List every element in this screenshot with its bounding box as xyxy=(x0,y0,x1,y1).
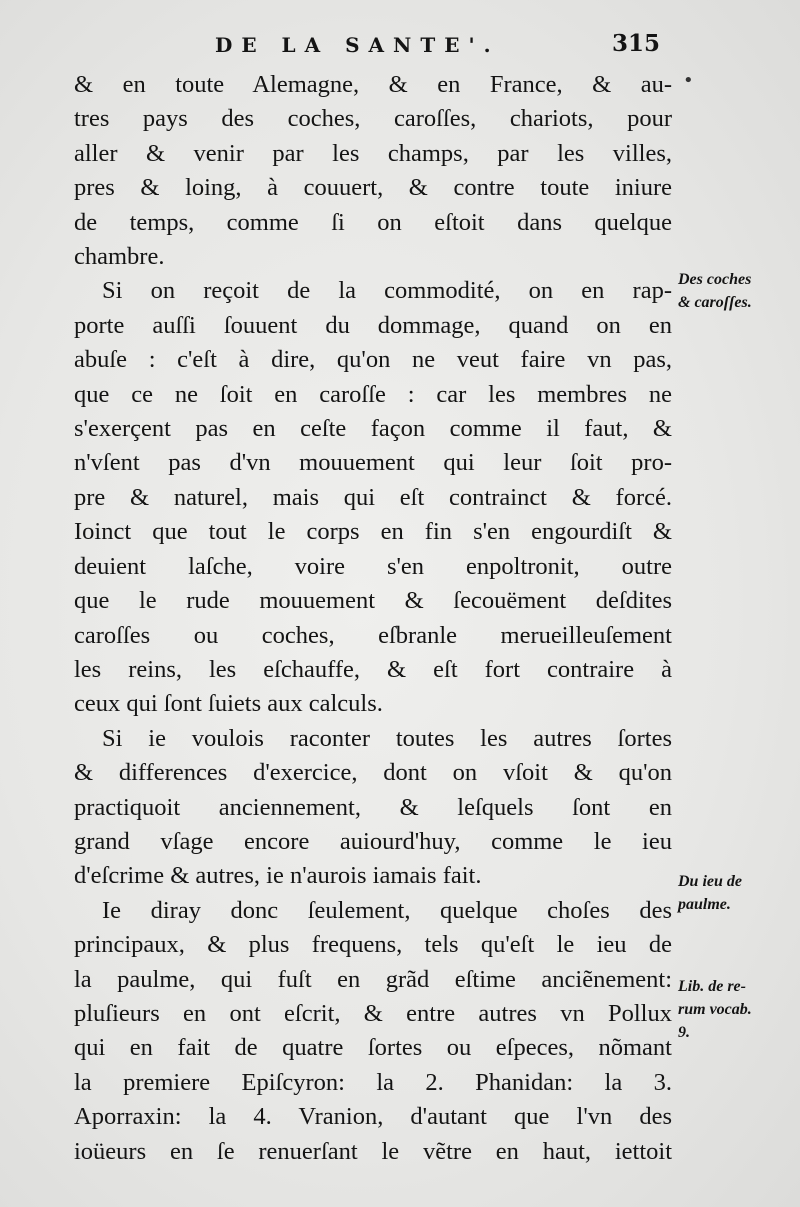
text-line: ioüeurs en ſe renuerſant le vẽtre en haut, iettoit xyxy=(74,1137,672,1165)
text-line: pres & loing, à couuert, & contre toute iniure xyxy=(74,174,672,202)
text-line: chambre. xyxy=(74,243,165,271)
text-line: de temps, comme ſi on eſtoit dans quelque xyxy=(74,208,672,236)
text-line: & differences d'exercice, dont on vſoit & qu'on xyxy=(74,759,672,787)
text-line: Ie diray donc ſeulement, quelque choſes des xyxy=(102,896,672,924)
text-line: tres pays des coches, caroſſes, chariots, pour xyxy=(74,105,672,133)
text-line: Si on reçoit de la commodité, on en rap- xyxy=(102,277,672,305)
text-line: principaux, & plus frequens, tels qu'eſt le ieu de xyxy=(74,931,672,959)
text-line: s'exerçent pas en ceſte façon comme il faut, & xyxy=(74,415,672,443)
margin-note-paulme xyxy=(678,870,796,916)
margin-note-line: rum vocab. xyxy=(678,1001,752,1018)
text-line: practiquoit anciennement, & leſquels ſont en xyxy=(74,793,672,821)
page-number: 315 xyxy=(612,30,661,57)
text-line: les reins, les eſchauffe, & eſt fort contraire à xyxy=(74,655,672,683)
text-line: & en toute Alemagne, & en France, & au- xyxy=(74,71,672,98)
text-line: deuient laſche, voire s'en enpoltronit, outre xyxy=(74,552,672,580)
text-line: pre & naturel, mais qui eſt contrainct & forcé. xyxy=(74,483,672,511)
text-line: ceux qui ſont ſuiets aux calculs. xyxy=(74,690,383,718)
text-line: que ce ne ſoit en caroſſe : car les membres ne xyxy=(74,380,672,408)
text-line: qui en fait de quatre ſortes ou eſpeces, nõmant xyxy=(74,1034,672,1062)
margin-note-line: paulme. xyxy=(678,896,731,913)
text-line: aller & venir par les champs, par les villes, xyxy=(74,139,672,167)
text-line: grand vſage encore auiourd'huy, comme le ieu xyxy=(74,827,672,855)
margin-note-line: Du ieu de xyxy=(678,873,742,890)
margin-note-coches xyxy=(678,268,796,314)
margin-note-line: & caroſſes. xyxy=(678,294,752,311)
margin-note-line: Des coches xyxy=(678,271,752,288)
text-line: n'vſent pas d'vn mouuement qui leur ſoit pro- xyxy=(74,449,672,477)
text-line: Ioinct que tout le corps en fin s'en engourdiſt & xyxy=(74,518,672,546)
text-line: la paulme, qui fuſt en grãd eſtime anciẽnement: xyxy=(74,965,672,993)
margin-note-line: 9. xyxy=(678,1024,690,1041)
text-line: Si ie voulois raconter toutes les autres ſortes xyxy=(102,724,672,752)
body-text xyxy=(74,68,672,1169)
text-line: Aporraxin: la 4. Vranion, d'autant que l'vn des xyxy=(74,1103,672,1131)
text-line: pluſieurs en ont eſcrit, & entre autres vn Pollux xyxy=(74,999,672,1027)
running-title: DE LA SANTE'. xyxy=(215,33,500,57)
text-line: caroſſes ou coches, eſbranle merueilleuſement xyxy=(74,621,672,649)
text-line: la premiere Epiſcyron: la 2. Phanidan: la 3. xyxy=(74,1068,672,1096)
margin-note-line: Lib. de re- xyxy=(678,978,746,995)
margin-mark: • xyxy=(683,70,694,91)
text-line: porte auſſi ſouuent du dommage, quand on en xyxy=(74,311,672,339)
text-line: abuſe : c'eſt à dire, qu'on ne veut faire vn pas, xyxy=(74,346,672,374)
text-line: d'eſcrime & autres, ie n'aurois iamais fait. xyxy=(74,862,482,890)
margin-note-reference xyxy=(678,975,796,1044)
text-line: que le rude mouuement & ſecouëment deſdites xyxy=(74,587,672,615)
